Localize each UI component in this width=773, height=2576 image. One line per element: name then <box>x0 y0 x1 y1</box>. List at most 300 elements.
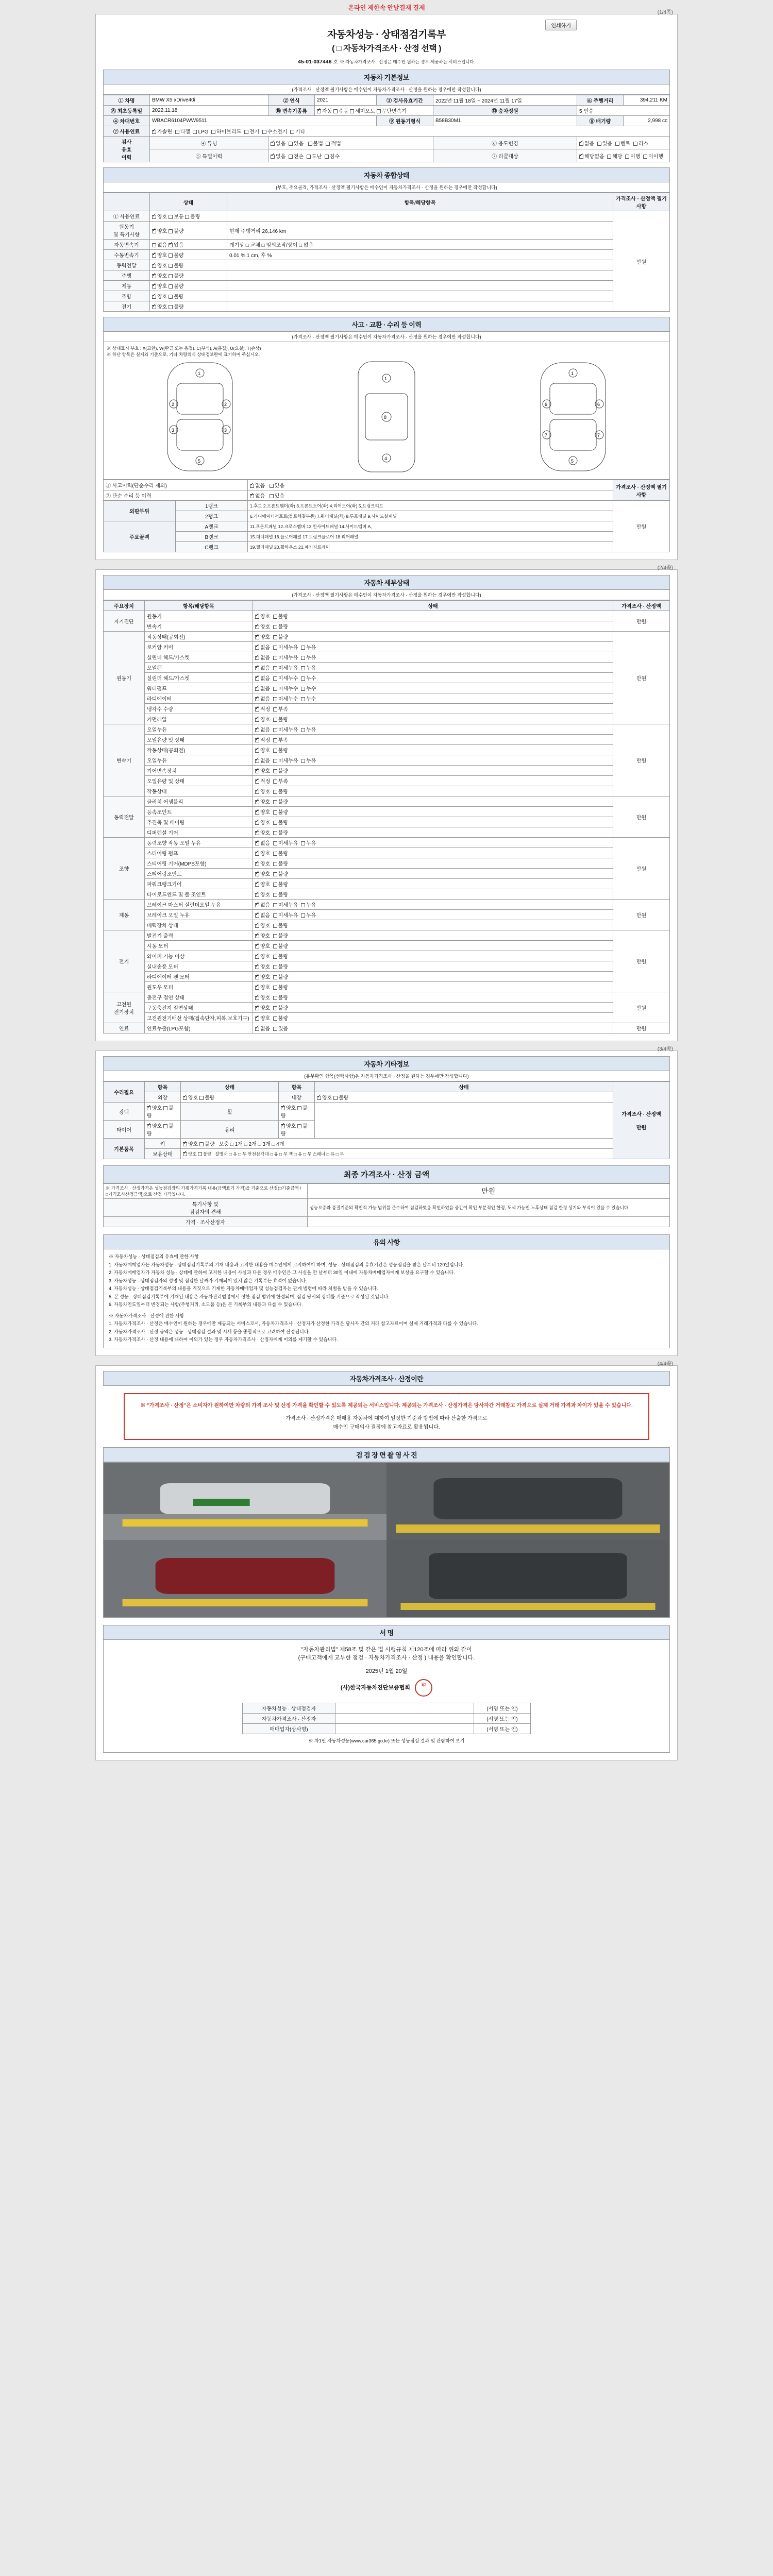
checkbox-good[interactable] <box>317 1096 321 1100</box>
detail-table-body <box>104 611 670 1033</box>
checkbox-없음[interactable] <box>255 728 259 732</box>
checkbox-누유[interactable] <box>301 646 305 650</box>
checkbox-누유[interactable] <box>301 666 305 670</box>
table-row <box>104 776 670 786</box>
checkbox-양호[interactable] <box>255 893 259 897</box>
checkbox-불량[interactable] <box>273 852 277 856</box>
checkbox-good[interactable] <box>147 1124 151 1128</box>
checkbox-없음[interactable] <box>255 687 259 691</box>
checkbox-good[interactable] <box>152 284 156 289</box>
checkbox-불량[interactable] <box>273 955 277 959</box>
checkbox-양호[interactable] <box>255 769 259 773</box>
notice-item-1: 1. 자동차매매업자는 자동차성능 · 상태점검기록부의 기재 내용과 고지한 내용을 매수인에게 고지하여야 하며, 성능 · 상태점검의 유효기간은 성능점검을 받은 날부터 120일입니다. <box>109 1262 464 1267</box>
checkbox-양호[interactable] <box>255 790 259 794</box>
detail-item: 오일유량 및 상태 <box>145 735 253 745</box>
row-state-8: ✓ 양호 불량 <box>150 301 227 312</box>
table-row <box>104 532 670 542</box>
table-row <box>104 982 670 992</box>
detail-table <box>103 600 670 1033</box>
page-4 <box>95 1361 678 1760</box>
photo-grid <box>103 1462 670 1618</box>
checkbox-양호[interactable] <box>255 883 259 887</box>
value-first-reg: 2022.11.18 <box>150 106 268 116</box>
checkbox-불량[interactable] <box>273 872 277 876</box>
checkbox-good[interactable] <box>152 295 156 299</box>
car-view-top <box>348 358 425 476</box>
basic-state-1: ✓ 양호 불량 설명서 □ 유 □ 무 안전삼각대 □ 유 □ 무 잭 □ 유 □ 무 스패너 □ 유 □ 무 <box>181 1149 613 1159</box>
overall-table <box>103 193 670 312</box>
detail-state: ✓ 양호 불량 <box>253 827 613 838</box>
detail-item: 실린더 헤드/가스켓 <box>145 673 253 683</box>
row-state-3: ✓ 양호 불량 <box>150 250 227 260</box>
table-row <box>243 1723 531 1734</box>
checkbox-불량[interactable] <box>273 821 277 825</box>
checkbox-tuning-yes[interactable] <box>289 142 293 146</box>
notice-item-4: 4. 자동차성능 · 상태점검기록부의 내용을 거짓으로 기재한 자동차매매업자 및 성능점검자는 관계 법령에 따라 처벌을 받을 수 있습니다. <box>109 1286 378 1291</box>
value-trans: ✓ 자동 수동 세미오토 무단변속기 <box>315 106 433 116</box>
checkbox-양호[interactable] <box>255 986 259 990</box>
etc-item-1b: 휠 <box>181 1103 279 1121</box>
checkbox-양호[interactable] <box>255 615 259 619</box>
checkbox-simple-yes[interactable] <box>270 494 274 498</box>
checkbox-fuel-hybrid[interactable] <box>211 130 215 134</box>
checkbox-불량[interactable] <box>273 986 277 990</box>
checkbox-불량[interactable] <box>273 810 277 815</box>
checkbox-bad[interactable] <box>163 1106 167 1110</box>
etc-item-1: 광택 <box>104 1103 145 1121</box>
sign-row-1-label: 자동차성능 · 상태점검자 <box>243 1703 335 1713</box>
section-accident-title: 사고 · 교환 · 수리 등 이력 <box>103 317 670 332</box>
checkbox-불량[interactable] <box>273 615 277 619</box>
section-basic-note: (가격조사 · 산정액 필기사항은 매수인이 자동차가격조사 · 산정을 원하는 경우에만 작성합니다) <box>103 84 670 95</box>
checkbox-미세누유[interactable] <box>273 759 277 763</box>
checkbox-적정[interactable] <box>255 707 259 711</box>
checkbox-good[interactable] <box>152 274 156 278</box>
checkbox-bad[interactable] <box>169 284 173 289</box>
checkbox-불량[interactable] <box>273 769 277 773</box>
checkbox-fuel-lpg[interactable] <box>193 130 197 134</box>
checkbox-불량[interactable] <box>273 975 277 979</box>
checkbox-양호[interactable] <box>255 625 259 629</box>
checkbox-미세누유[interactable] <box>273 646 277 650</box>
page-1 <box>95 10 678 560</box>
row-detail-6 <box>227 281 613 291</box>
checkbox-미세누유[interactable] <box>273 841 277 845</box>
checkbox-누유[interactable] <box>301 728 305 732</box>
row-detail-4 <box>227 260 613 270</box>
checkbox-good[interactable] <box>183 1152 187 1156</box>
svg-text:1: 1 <box>198 371 201 376</box>
checkbox-없음[interactable] <box>255 666 259 670</box>
checkbox-usage-none[interactable] <box>579 142 583 146</box>
inspection-photo-3 <box>104 1540 386 1617</box>
detail-price-1: 만원 <box>613 632 670 724</box>
checkbox-불량[interactable] <box>273 883 277 887</box>
detail-state: ✓ 양호 불량 <box>253 951 613 961</box>
checkbox-usage-rent[interactable] <box>615 142 619 146</box>
detail-state: ✓ 양호 불량 <box>253 930 613 941</box>
checkbox-tuning-none[interactable] <box>271 142 275 146</box>
page-subtitle: ( □ 자동차가격조사 · 산정 선택 ) <box>332 44 441 53</box>
detail-state: ✓ 양호 불량 <box>253 972 613 982</box>
table-row <box>104 106 670 116</box>
checkbox-양호[interactable] <box>255 800 259 804</box>
checkbox-양호[interactable] <box>255 718 259 722</box>
section-sign-title: 서 명 <box>103 1625 670 1640</box>
checkbox-good[interactable] <box>183 1096 187 1100</box>
checkbox-simple-none[interactable] <box>250 494 254 498</box>
checkbox-미세누수[interactable] <box>273 687 277 691</box>
checkbox-양호[interactable] <box>255 872 259 876</box>
label-special-note: 특기사항 및 점검자의 견해 <box>104 1199 308 1217</box>
checkbox-special-flood[interactable] <box>325 155 329 159</box>
basic-item-0: 키 <box>145 1139 181 1149</box>
checkbox-good[interactable] <box>147 1106 151 1110</box>
checkbox-exist[interactable] <box>169 243 173 247</box>
checkbox-양호[interactable] <box>255 924 259 928</box>
detail-state: ✓ 양호 불량 <box>253 992 613 1003</box>
detail-item: 스티어링조인트 <box>145 869 253 879</box>
detail-state: ✓ 양호 불량 <box>253 611 613 621</box>
detail-state: ✓ 양호 불량 <box>253 941 613 951</box>
detail-state: ✓ 양호 불량 <box>253 1013 613 1023</box>
checkbox-special-none[interactable] <box>271 155 275 159</box>
checkbox-불량[interactable] <box>273 625 277 629</box>
table-row <box>104 735 670 745</box>
checkbox-recall-yes[interactable] <box>607 155 611 159</box>
label-repair-needed: 수리필요 <box>104 1082 145 1103</box>
label-accident-price: 가격조사 · 산정액 필기사항 <box>613 480 670 501</box>
checkbox-누유[interactable] <box>301 759 305 763</box>
section-accident-note: (가격조사 · 산정액 필기사항은 매수인이 자동차가격조사 · 산정을 원하는 경우에만 작성합니다) <box>103 332 670 342</box>
detail-item: 브레이크 오일 누유 <box>145 910 253 920</box>
checkbox-tuning-legal[interactable] <box>326 142 330 146</box>
checkbox-accident-yes[interactable] <box>270 484 274 488</box>
checkbox-불량[interactable] <box>273 635 277 639</box>
checkbox-bad[interactable] <box>333 1096 338 1100</box>
checkbox-미세누유[interactable] <box>273 728 277 732</box>
table-row <box>104 137 670 149</box>
detail-item: 실린더 헤드/가스켓 <box>145 652 253 663</box>
row-state-4: ✓ 양호 불량 <box>150 260 227 270</box>
checkbox-recall-done[interactable] <box>625 155 629 159</box>
svg-text:2: 2 <box>172 402 175 407</box>
value-seat: 5 인승 <box>577 106 670 116</box>
checkbox-미세누유[interactable] <box>273 903 277 907</box>
checkbox-양호[interactable] <box>255 831 259 835</box>
table-row <box>104 301 670 312</box>
checkbox-부족[interactable] <box>273 738 277 742</box>
detail-group-3: 동력전달 <box>104 796 145 838</box>
detail-state: ✓ 양호 불량 <box>253 807 613 817</box>
checkbox-적정[interactable] <box>255 779 259 784</box>
checkbox-bad[interactable] <box>198 1152 202 1156</box>
svg-text:1: 1 <box>571 371 574 376</box>
notice-item-9: 2. 자동차가격조사 · 산정 금액은 성능 · 상태점검 결과 및 시세 등을 종합적으로 고려하여 산정됩니다. <box>109 1329 310 1334</box>
detail-state: ✓ 없음 미세누유 누유 <box>253 755 613 766</box>
label-disp: ⑧ 배기량 <box>577 116 624 126</box>
checkbox-trans-cvt[interactable] <box>377 109 381 113</box>
checkbox-fuel-diesel[interactable] <box>175 130 179 134</box>
label-accident-history: ① 사고이력(단순수리 제외) <box>104 480 248 490</box>
row-label-5: 주행 <box>104 270 150 281</box>
checkbox-bad[interactable] <box>169 264 173 268</box>
checkbox-bad[interactable] <box>169 305 173 309</box>
checkbox-fuel-hydrogen[interactable] <box>262 130 266 134</box>
checkbox-불량[interactable] <box>273 944 277 948</box>
section-overall-title: 자동차 종합상태 <box>103 167 670 182</box>
table-row <box>104 652 670 663</box>
checkbox-불량[interactable] <box>273 893 277 897</box>
section-photo-title: 검 검 장 면 촬 영 사 진 <box>103 1447 670 1462</box>
checkbox-없음[interactable] <box>255 646 259 650</box>
checkbox-없음[interactable] <box>255 656 259 660</box>
checkbox-trans-manual[interactable] <box>333 109 338 113</box>
checkbox-부족[interactable] <box>273 707 277 711</box>
etc-item-0b: 내장 <box>279 1092 315 1103</box>
checkbox-good[interactable] <box>281 1106 285 1110</box>
print-button-wrap[interactable] <box>545 20 577 30</box>
detail-item: 발전기 출력 <box>145 930 253 941</box>
table-row <box>104 992 670 1003</box>
basic-state-0: ✓ 양호 불량 보충 □ 1개 □ 2개 □ 3개 □ 4개 <box>181 1139 613 1149</box>
checkbox-누수[interactable] <box>301 687 305 691</box>
checkbox-bad[interactable] <box>169 295 173 299</box>
checkbox-recall-notdone[interactable] <box>643 155 647 159</box>
detail-item: 파워크랭크기어 <box>145 879 253 889</box>
checkbox-불량[interactable] <box>273 1006 277 1010</box>
detail-state: ✓ 양호 불량 <box>253 745 613 755</box>
checkbox-양호[interactable] <box>255 1016 259 1021</box>
row-state-7: ✓ 양호 불량 <box>150 291 227 301</box>
checkbox-양호[interactable] <box>255 810 259 815</box>
detail-item: 변속기 <box>145 621 253 632</box>
checkbox-양호[interactable] <box>255 821 259 825</box>
table-row <box>104 126 670 137</box>
checkbox-special-theft[interactable] <box>307 155 311 159</box>
checkbox-미세누유[interactable] <box>273 913 277 918</box>
label-simple-repair: ② 단순 수리 등 이력 <box>104 490 248 501</box>
checkbox-미세누유[interactable] <box>273 656 277 660</box>
checkbox-bad[interactable] <box>199 1142 204 1146</box>
checkbox-fuel-ev[interactable] <box>244 130 248 134</box>
checkbox-tuning-illegal[interactable] <box>308 142 312 146</box>
detail-price-4: 만원 <box>613 838 670 900</box>
table-row <box>104 900 670 910</box>
detail-item: 브레이크 마스터 실린더오일 누유 <box>145 900 253 910</box>
checkbox-누유[interactable] <box>301 656 305 660</box>
etc-item-2: 타이어 <box>104 1121 145 1139</box>
detail-item: 오일누유 <box>145 724 253 735</box>
checkbox-부족[interactable] <box>273 779 277 784</box>
table-row <box>104 745 670 755</box>
checkbox-불량[interactable] <box>273 934 277 938</box>
checkbox-누수[interactable] <box>301 697 305 701</box>
checkbox-적정[interactable] <box>255 738 259 742</box>
table-row <box>104 480 670 490</box>
table-row <box>104 521 670 532</box>
car-view-right <box>534 358 612 476</box>
checkbox-good[interactable] <box>152 264 156 268</box>
checkbox-없음[interactable] <box>255 903 259 907</box>
checkbox-양호[interactable] <box>255 862 259 866</box>
checkbox-양호[interactable] <box>255 1006 259 1010</box>
print-button[interactable]: 인쇄하기 <box>545 20 577 30</box>
row-detail-1: 현재 주행거리 26,146 km <box>227 222 613 240</box>
checkbox-불량[interactable] <box>273 862 277 866</box>
table-row <box>104 920 670 930</box>
label-recall: ⑦ 리콜대상 <box>433 149 577 162</box>
checkbox-있음[interactable] <box>273 1027 277 1031</box>
checkbox-미세누수[interactable] <box>273 676 277 681</box>
detail-group-2: 변속기 <box>104 724 145 796</box>
row-state-1: ✓양호 불량 <box>150 222 227 240</box>
seal-stamp: 印 <box>415 1679 432 1697</box>
checkbox-미세누유[interactable] <box>273 666 277 670</box>
checkbox-불량[interactable] <box>273 749 277 753</box>
svg-text:6: 6 <box>597 402 600 407</box>
detail-state: ✓ 양호 불량 <box>253 961 613 972</box>
table-row <box>104 1149 670 1159</box>
value-usage: ✓ 없음 있음 렌트 리스 <box>577 137 670 149</box>
detail-group-0: 자기진단 <box>104 611 145 632</box>
checkbox-special-total-loss[interactable] <box>289 155 293 159</box>
page-title: 자동차성능 · 상태점검기록부 <box>327 29 446 40</box>
checkbox-누유[interactable] <box>301 903 305 907</box>
row-detail-0 <box>227 211 613 222</box>
checkbox-bad[interactable] <box>199 1096 204 1100</box>
value-simple-repair: ✓ 없음 있음 <box>248 490 613 501</box>
checkbox-미세누수[interactable] <box>273 697 277 701</box>
sign-statement-2: (구매고객에게 교부한 점검 · 자동차가격조사 · 산정 ) 내용을 확인합니다. <box>298 1654 475 1661</box>
table-row <box>104 511 670 521</box>
checkbox-없음[interactable] <box>255 913 259 918</box>
checkbox-fuel-gasoline[interactable] <box>152 130 156 134</box>
checkbox-fuel-etc[interactable] <box>290 130 294 134</box>
table-row <box>104 211 670 222</box>
checkbox-recall-na[interactable] <box>579 155 583 159</box>
label-rank-b: B랭크 <box>176 532 248 542</box>
checkbox-bad[interactable] <box>169 274 173 278</box>
checkbox-없음[interactable] <box>255 759 259 763</box>
value-recall: ✓ 해당없음 해당 이행 미이행 <box>577 149 670 162</box>
table-row <box>104 250 670 260</box>
checkbox-trans-semi[interactable] <box>350 109 354 113</box>
checkbox-none[interactable] <box>152 243 156 247</box>
detail-state: ✓ 양호 불량 <box>253 889 613 900</box>
checkbox-good[interactable] <box>152 253 156 258</box>
row-label-2: 자동변속기 <box>104 240 150 250</box>
document-number: 45-01-037446 호 ※ 자동차가격조사 · 산정은 매수인 원하는 경우 제공하는 서비스입니다. <box>298 59 475 65</box>
row-label-1: 원동기 및 특기사항 <box>104 222 150 240</box>
table-row <box>104 910 670 920</box>
checkbox-불량[interactable] <box>273 718 277 722</box>
checkbox-없음[interactable] <box>255 1027 259 1031</box>
table-row <box>104 673 670 683</box>
table-row <box>104 951 670 961</box>
checkbox-양호[interactable] <box>255 749 259 753</box>
col-item-1: 항목 <box>145 1082 181 1092</box>
checkbox-누수[interactable] <box>301 676 305 681</box>
table-row <box>104 848 670 858</box>
checkbox-good[interactable] <box>183 1142 187 1146</box>
checkbox-양호[interactable] <box>255 635 259 639</box>
checkbox-불량[interactable] <box>273 1016 277 1021</box>
detail-item: 스티어링 펌프 <box>145 848 253 858</box>
table-row <box>104 1003 670 1013</box>
detail-state: ✓ 양호 불량 <box>253 982 613 992</box>
checkbox-양호[interactable] <box>255 944 259 948</box>
checkbox-불량[interactable] <box>273 800 277 804</box>
table-header-row <box>104 601 670 611</box>
checkbox-accident-none[interactable] <box>250 484 254 488</box>
checkbox-양호[interactable] <box>255 934 259 938</box>
label-mileage: ⑥ 주행거리 <box>577 95 624 106</box>
checkbox-불량[interactable] <box>273 790 277 794</box>
checkbox-누유[interactable] <box>301 913 305 918</box>
detail-item: 타이로드엔드 및 볼 조인트 <box>145 889 253 900</box>
checkbox-usage-yes[interactable] <box>597 142 601 146</box>
checkbox-없음[interactable] <box>255 676 259 681</box>
top-notice: 온라인 제한속 안날결재 결제 <box>348 4 425 11</box>
checkbox-양호[interactable] <box>255 852 259 856</box>
detail-item: 배력장치 상태 <box>145 920 253 930</box>
checkbox-불량[interactable] <box>273 831 277 835</box>
checkbox-양호[interactable] <box>255 965 259 969</box>
detail-state: ✓ 양호 불량 <box>253 714 613 724</box>
checkbox-good[interactable] <box>152 229 156 233</box>
checkbox-good[interactable] <box>152 305 156 309</box>
checkbox-good[interactable] <box>281 1124 285 1128</box>
table-row <box>104 889 670 900</box>
table-row <box>104 642 670 652</box>
checkbox-bad[interactable] <box>297 1124 301 1128</box>
checkbox-bad[interactable] <box>163 1124 167 1128</box>
checkbox-normal[interactable] <box>169 215 173 219</box>
checkbox-없음[interactable] <box>255 697 259 701</box>
checkbox-불량[interactable] <box>273 965 277 969</box>
checkbox-누유[interactable] <box>301 841 305 845</box>
detail-price-8: 만원 <box>613 1023 670 1033</box>
checkbox-trans-auto[interactable] <box>317 109 321 113</box>
checkbox-양호[interactable] <box>255 996 259 1000</box>
checkbox-불량[interactable] <box>273 924 277 928</box>
notice-item-10: 3. 자동차가격조사 · 산정 내용에 대하여 이의가 있는 경우 자동차가격조사 · 산정자에게 이의를 제기할 수 있습니다. <box>109 1337 338 1342</box>
detail-group-4: 조향 <box>104 838 145 900</box>
value-tuning: ✓ 없음 있음 불법 적법 <box>268 137 433 149</box>
checkbox-bad[interactable] <box>169 229 173 233</box>
checkbox-bad[interactable] <box>297 1106 301 1110</box>
value-rank-b: 15.대쉬패널 16.플로어패널 17.트렁크플로어 18.리어패널 <box>248 532 613 542</box>
checkbox-불량[interactable] <box>273 996 277 1000</box>
checkbox-없음[interactable] <box>255 841 259 845</box>
svg-text:1: 1 <box>384 376 388 381</box>
checkbox-usage-lease[interactable] <box>633 142 637 146</box>
detail-state: ✓ 없음 미세누수 누수 <box>253 673 613 683</box>
value-special: ✓ 없음 전손 도난 침수 <box>268 149 433 162</box>
checkbox-good[interactable] <box>152 215 156 219</box>
checkbox-bad[interactable] <box>185 215 189 219</box>
document-number-value: 45-01-037446 <box>298 59 332 65</box>
checkbox-양호[interactable] <box>255 955 259 959</box>
svg-text:7: 7 <box>545 433 548 438</box>
detail-item: 오일누유 <box>145 755 253 766</box>
checkbox-양호[interactable] <box>255 975 259 979</box>
checkbox-bad[interactable] <box>169 253 173 258</box>
sign-row-2-sigword: (서명 또는 인) <box>474 1713 531 1723</box>
detail-item: 디퍼렌셜 기어 <box>145 827 253 838</box>
notice-item-2: 2. 자동차매매업자가 자동차 성능 · 상태에 관하여 고지한 내용이 사실과 다른 경우 매수인은 그 사실을 안 날부터 30일 이내에 자동차매매업자에게 보상을 요구할 수 있습니다. <box>109 1270 455 1275</box>
